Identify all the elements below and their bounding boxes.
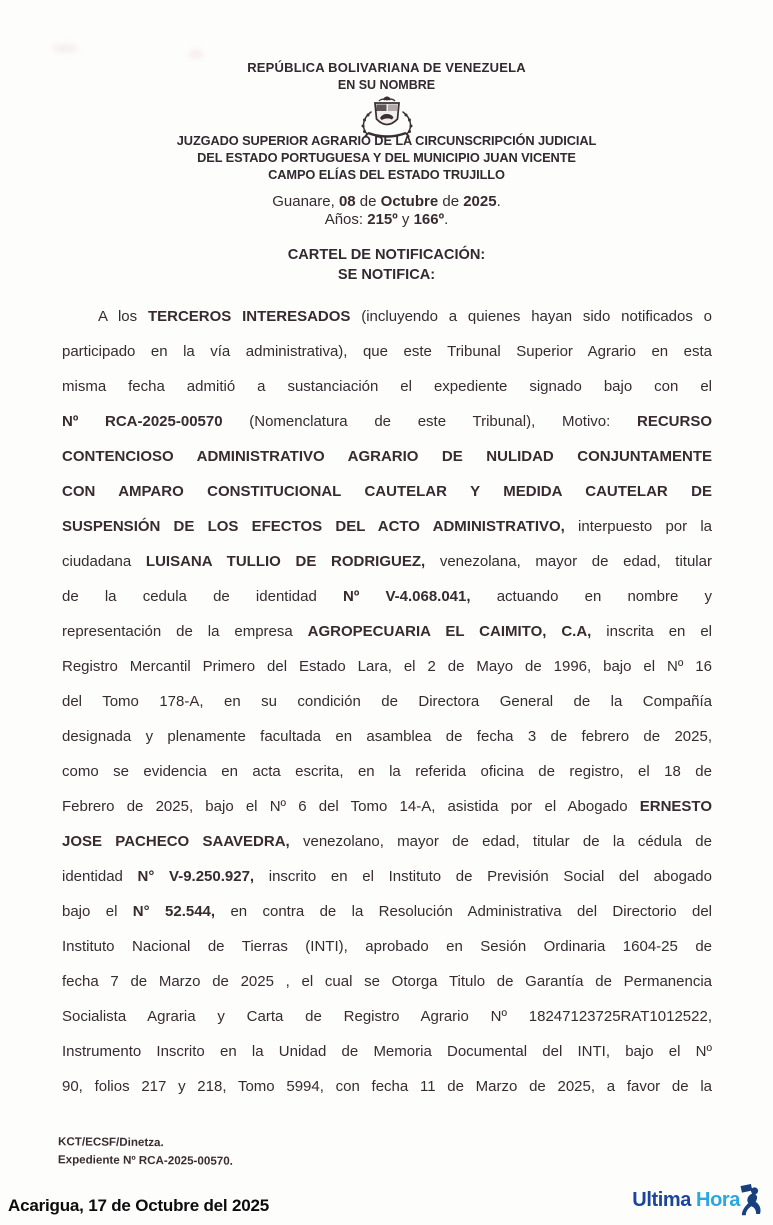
- notice-title-line1: CARTEL DE NOTIFICACIÓN:: [287, 247, 486, 263]
- text-run: Instrumento Inscrito en la Unidad de Memoria Documental del INTI, bajo el Nº: [62, 1043, 712, 1060]
- text-run: A los: [98, 308, 148, 325]
- bold-text-run: 215º: [367, 211, 398, 228]
- body-line: [62, 824, 712, 859]
- body-line: [62, 929, 712, 964]
- scan-smudge: [52, 44, 78, 53]
- bold-text-run: 08: [338, 193, 356, 210]
- notice-title-line2: SE NOTIFICA:: [337, 267, 436, 283]
- body-line: [62, 1034, 712, 1069]
- bold-text-run: N° V-9.250.927,: [137, 868, 269, 885]
- text-run: interpuesto por la: [578, 518, 713, 535]
- body-line: [62, 649, 712, 684]
- republic-heading: REPÚBLICA BOLIVARIANA DE VENEZUELA: [247, 60, 526, 75]
- bold-text-run: Nº V-4.068.041,: [342, 588, 497, 605]
- in-its-name-heading: EN SU NOMBRE: [337, 78, 436, 92]
- body-line: [62, 334, 712, 369]
- bold-text-run: TERCEROS INTERESADOS: [147, 308, 362, 325]
- text-run: .: [496, 193, 501, 210]
- body-line: [62, 719, 712, 754]
- body-line: [62, 299, 712, 334]
- body-line: [62, 579, 712, 614]
- clerk-initials: KCT/ECSF/Dinetza.: [58, 1135, 164, 1150]
- bold-text-run: ERNESTO: [639, 798, 712, 815]
- bold-text-run: Nº RCA-2025-00570: [62, 413, 250, 430]
- text-run: inscrita en el: [606, 623, 712, 640]
- text-run: fecha 7 de Marzo de 2025 , el cual se Otorga Titulo de Garantía de Permanencia: [62, 973, 712, 990]
- text-run: ciudadana: [62, 553, 146, 570]
- body-line: [62, 474, 712, 509]
- body-line: [62, 894, 712, 929]
- bold-text-run: RECURSO: [637, 413, 713, 430]
- court-name: [0, 133, 773, 183]
- text-run: como se evidencia en acta escrita, en la referida oficina de registro, el 18 de: [62, 763, 712, 780]
- bold-text-run: JOSE PACHECO SAAVEDRA,: [62, 833, 303, 850]
- text-run: en contra de la Resolución Administrativa del Directorio del: [230, 903, 712, 920]
- text-run: venezolana, mayor de edad, titular: [439, 553, 712, 570]
- text-run: .: [444, 211, 449, 228]
- running-newsboy-icon: [737, 1183, 763, 1217]
- bold-text-run: CON AMPARO CONSTITUCIONAL CAUTELAR Y MEDIDA CAUTELAR DE: [62, 483, 712, 500]
- text-run: inscrito en el Instituto de Previsión Social del abogado: [268, 868, 712, 885]
- text-run: representación de la empresa: [62, 623, 308, 640]
- ultima-hora-logo: [632, 1183, 763, 1217]
- bold-text-run: CONTENCIOSO ADMINISTRATIVO AGRARIO DE NULIDAD CONJUNTAMENTE: [62, 448, 712, 465]
- body-line: [62, 859, 712, 894]
- body-line: [62, 614, 712, 649]
- text-run: venezolano, mayor de edad, titular de la cédula de: [303, 833, 712, 850]
- text-run: designada y plenamente facultada en asamblea de fecha 3 de febrero de 2025,: [62, 728, 712, 745]
- bold-text-run: LUISANA TULLIO DE RODRIGUEZ,: [145, 553, 440, 570]
- text-run: (Nomenclatura de este Tribunal), Motivo:: [249, 413, 637, 430]
- text-run: misma fecha admitió a sustanciación el expediente signado bajo con el: [62, 378, 712, 395]
- text-run: (incluyendo a quienes hayan sido notificados o: [361, 308, 713, 325]
- body-line: [62, 439, 712, 474]
- text-run: del Tomo 178-A, en su condición de Directora General de la Compañía: [62, 693, 712, 710]
- footer-references: [58, 1133, 233, 1170]
- text-run: participado en la vía administrativa), que este Tribunal Superior Agrario en esta: [62, 343, 712, 360]
- file-number: Expediente Nº RCA-2025-00570.: [57, 1152, 233, 1168]
- text-run: 90, folios 217 y 218, Tomo 5994, con fecha 11 de Marzo de 2025, a favor de la: [62, 1078, 712, 1095]
- bold-text-run: 166º: [413, 211, 445, 228]
- body-line: [62, 509, 712, 544]
- text-run: identidad: [62, 868, 138, 885]
- body-line: [62, 754, 712, 789]
- body-line: [62, 369, 712, 404]
- court-name-line: JUZGADO SUPERIOR AGRARIO DE LA CIRCUNSCRIPCIÓN JUDICIAL: [176, 133, 597, 148]
- bold-text-run: 2025: [463, 193, 497, 210]
- court-name-line: DEL ESTADO PORTUGUESA Y DEL MUNICIPIO JUAN VICENTE: [197, 149, 576, 165]
- text-run: y: [397, 211, 414, 228]
- notice-body: [62, 299, 712, 1104]
- body-line: [62, 684, 712, 719]
- text-run: de la cedula de identidad: [62, 588, 343, 605]
- body-line: [62, 544, 712, 579]
- text-run: Años:: [324, 211, 368, 228]
- scan-smudge: [188, 50, 204, 58]
- body-line: [62, 404, 712, 439]
- text-run: Febrero de 2025, bajo el Nº 6 del Tomo 14-A, asistida por el Abogado: [62, 798, 640, 815]
- body-line: [62, 789, 712, 824]
- publication-dateline: Acarigua, 17 de Octubre del 2025: [8, 1196, 269, 1215]
- text-run: de: [355, 193, 381, 210]
- body-line: [62, 964, 712, 999]
- text-run: de: [438, 193, 464, 210]
- republic-years-line: [0, 211, 773, 228]
- text-run: Socialista Agraria y Carta de Registro Agrario Nº 18247123725RAT1012522,: [62, 1008, 712, 1025]
- text-run: Guanare,: [272, 193, 339, 210]
- body-line: [62, 999, 712, 1034]
- issue-date-line: [0, 193, 773, 211]
- notice-title: [0, 245, 773, 285]
- text-run: Registro Mercantil Primero del Estado Lara, el 2 de Mayo de 1996, bajo el Nº 16: [62, 658, 712, 675]
- text-run: bajo el: [62, 903, 133, 920]
- bold-text-run: SUSPENSIÓN DE LOS EFECTOS DEL ACTO ADMINISTRATIVO,: [62, 518, 579, 535]
- text-run: actuando en nombre y: [496, 588, 712, 605]
- court-name-line: CAMPO ELÍAS DEL ESTADO TRUJILLO: [268, 166, 505, 182]
- body-line: [62, 1069, 712, 1104]
- bold-text-run: N° 52.544,: [132, 903, 231, 920]
- logo-word-hora: Hora: [696, 1188, 740, 1211]
- logo-word-ultima: Ultima: [632, 1188, 692, 1211]
- bold-text-run: AGROPECUARIA EL CAIMITO, C.A,: [307, 623, 607, 640]
- bold-text-run: Octubre: [380, 193, 439, 210]
- text-run: Instituto Nacional de Tierras (INTI), aprobado en Sesión Ordinaria 1604-25 de: [62, 938, 712, 955]
